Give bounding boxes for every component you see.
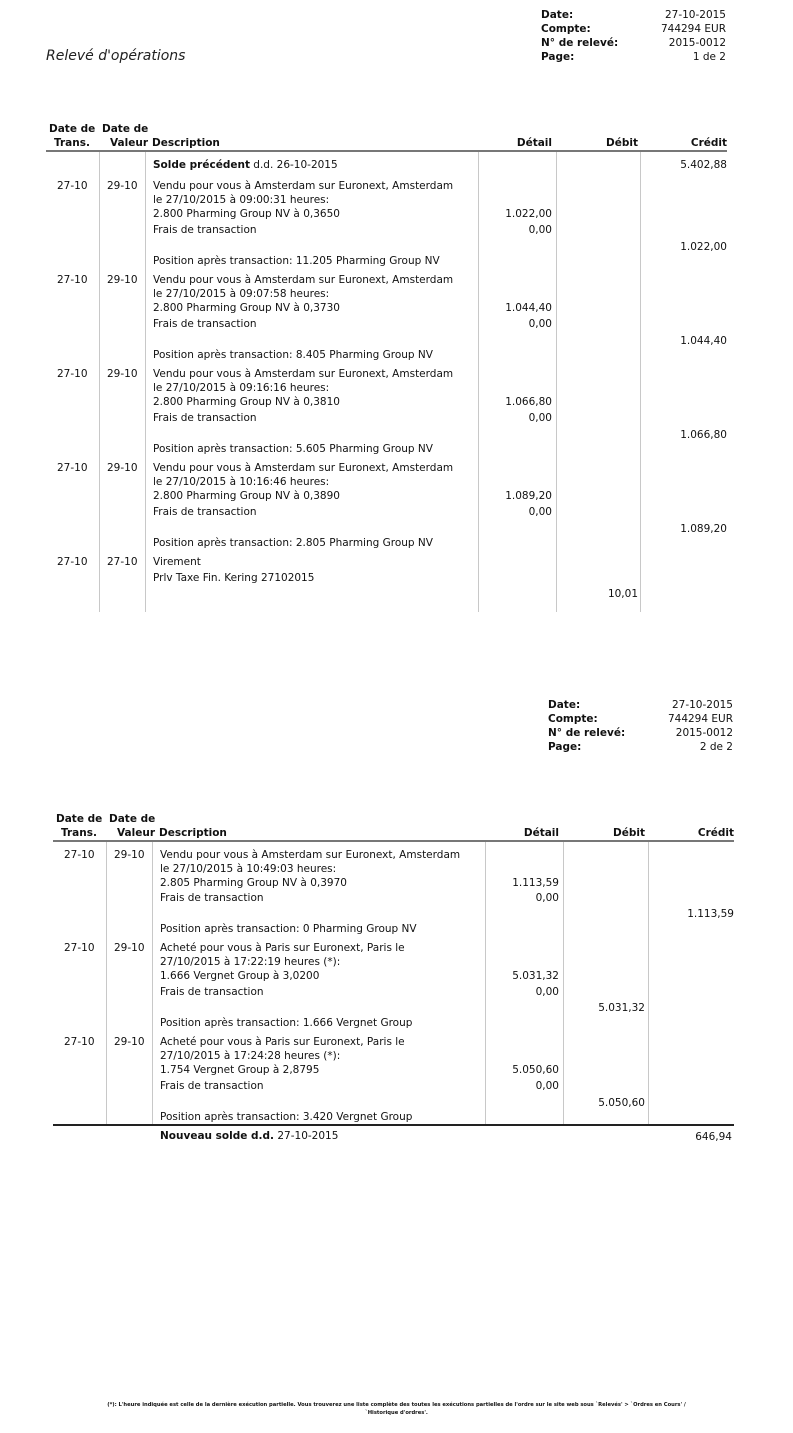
fee-amount: 0,00 [535, 1080, 559, 1092]
col-value-date [109, 812, 155, 840]
column-divider [485, 842, 486, 1124]
detail-amount: 1.044,40 [505, 302, 552, 314]
value-date: 29-10 [107, 274, 138, 286]
description-line: le 27/10/2015 à 10:49:03 heures: [160, 863, 337, 875]
trans-date: 27-10 [64, 849, 95, 861]
meta-statement-label: N° de relevé: [548, 727, 626, 739]
value-date: 27-10 [107, 556, 138, 568]
debit-amount: 10,01 [607, 588, 638, 600]
description-line: 2.800 Pharming Group NV à 0,3890 [153, 490, 340, 502]
opening-balance-label-bold: Solde précédent [153, 159, 250, 171]
column-divider [152, 842, 153, 1124]
debit-amount: 5.031,32 [598, 1002, 645, 1014]
footnote-line-2: `Historique d'ordres'. [365, 1410, 428, 1416]
detail-amount: 1.089,20 [505, 490, 552, 502]
col-credit: Crédit [697, 827, 734, 839]
description-line: 1.754 Vergnet Group à 2,8795 [160, 1064, 320, 1076]
column-divider [106, 842, 107, 1124]
col-description: Description [152, 137, 220, 149]
column-divider [478, 152, 479, 612]
col-credit: Crédit [690, 137, 727, 149]
fee-label: Frais de transaction [160, 892, 264, 904]
closing-balance-date: 27-10-2015 [274, 1130, 339, 1142]
value-date: 29-10 [114, 849, 145, 861]
description-line: Prlv Taxe Fin. Kering 27102015 [153, 572, 315, 584]
trans-date: 27-10 [64, 1036, 95, 1048]
description-line: 1.666 Vergnet Group à 3,0200 [160, 970, 320, 982]
trans-date: 27-10 [57, 368, 88, 380]
meta-account-value: 744294 EUR [660, 23, 726, 35]
position-after: Position après transaction: 11.205 Pharming Group NV [153, 255, 440, 267]
credit-amount: 1.022,00 [680, 241, 727, 253]
trans-date: 27-10 [57, 556, 88, 568]
col-detail: Détail [523, 827, 559, 839]
trans-date: 27-10 [57, 274, 88, 286]
meta-date-label: Date: [548, 699, 581, 711]
col-debit: Débit [613, 827, 645, 839]
description-line: 27/10/2015 à 17:22:19 heures (*): [160, 956, 341, 968]
position-after: Position après transaction: 2.805 Pharming Group NV [153, 537, 433, 549]
trans-date: 27-10 [64, 942, 95, 954]
meta-page-label: Page: [548, 741, 582, 753]
meta-statement-label: N° de relevé: [541, 37, 619, 49]
meta-date-value: 27-10-2015 [671, 699, 733, 711]
footnote-line-1: (*): L'heure indiquée est celle de la dernière exécution partielle. Vous trouverez une liste complète des toutes les exécutions partielles de l'ordre sur le site web sous `Relevés' > `Ordres en Cours' / [107, 1402, 686, 1408]
column-divider [99, 152, 100, 612]
fee-amount: 0,00 [528, 224, 552, 236]
meta-page-value: 2 de 2 [699, 741, 733, 753]
credit-amount: 1.089,20 [680, 523, 727, 535]
description-line: Vendu pour vous à Amsterdam sur Euronext, Amsterdam [153, 180, 454, 192]
detail-amount: 5.031,32 [512, 970, 559, 982]
col-trans-date-line2: Trans. [61, 827, 97, 839]
col-trans-date-line1: Date de [49, 123, 96, 135]
col-value-date-line2: Valeur [116, 827, 155, 839]
credit-amount: 1.044,40 [680, 335, 727, 347]
column-divider [145, 152, 146, 612]
fee-amount: 0,00 [528, 318, 552, 330]
meta-statement-value: 2015-0012 [675, 727, 733, 739]
description-line: le 27/10/2015 à 09:16:16 heures: [153, 382, 330, 394]
description-line: 2.805 Pharming Group NV à 0,3970 [160, 877, 347, 889]
col-trans-date [49, 122, 95, 150]
debit-amount: 5.050,60 [598, 1097, 645, 1109]
description-line: Vendu pour vous à Amsterdam sur Euronext, Amsterdam [153, 368, 454, 380]
closing-balance-label-bold: Nouveau solde d.d. [160, 1130, 275, 1142]
position-after: Position après transaction: 0 Pharming Group NV [160, 923, 417, 935]
col-trans-date [56, 812, 102, 840]
position-after: Position après transaction: 3.420 Vergnet Group [160, 1111, 413, 1123]
col-debit: Débit [606, 137, 638, 149]
meta-page-value: 1 de 2 [692, 51, 726, 63]
meta-statement-value: 2015-0012 [668, 37, 726, 49]
meta-date-value: 27-10-2015 [664, 9, 726, 21]
trans-date: 27-10 [57, 462, 88, 474]
total-rule [53, 1124, 734, 1126]
fee-amount: 0,00 [528, 506, 552, 518]
column-divider [556, 152, 557, 612]
value-date: 29-10 [114, 1036, 145, 1048]
description-line: le 27/10/2015 à 09:07:58 heures: [153, 288, 330, 300]
description-line: le 27/10/2015 à 10:16:46 heures: [153, 476, 330, 488]
col-value-date [102, 122, 148, 150]
description-line: Acheté pour vous à Paris sur Euronext, Paris le [160, 1036, 405, 1048]
fee-label: Frais de transaction [153, 224, 257, 236]
description-line: Vendu pour vous à Amsterdam sur Euronext, Amsterdam [153, 274, 454, 286]
value-date: 29-10 [107, 180, 138, 192]
column-divider [640, 152, 641, 612]
col-trans-date-line2: Trans. [54, 137, 90, 149]
description-line: 27/10/2015 à 17:24:28 heures (*): [160, 1050, 341, 1062]
col-value-date-line1: Date de [109, 813, 156, 825]
fee-label: Frais de transaction [160, 986, 264, 998]
fee-amount: 0,00 [528, 412, 552, 424]
col-value-date-line2: Valeur [109, 137, 148, 149]
value-date: 29-10 [107, 368, 138, 380]
value-date: 29-10 [107, 462, 138, 474]
fee-label: Frais de transaction [153, 506, 257, 518]
detail-amount: 1.113,59 [512, 877, 559, 889]
position-after: Position après transaction: 5.605 Pharming Group NV [153, 443, 433, 455]
opening-balance-credit: 5.402,88 [680, 159, 727, 171]
meta-date-label: Date: [541, 9, 574, 21]
fee-amount: 0,00 [535, 892, 559, 904]
closing-balance-label [160, 1129, 338, 1143]
opening-balance-date: d.d. 26-10-2015 [249, 159, 338, 171]
column-divider [563, 842, 564, 1124]
description-line: 2.800 Pharming Group NV à 0,3730 [153, 302, 340, 314]
fee-amount: 0,00 [535, 986, 559, 998]
description-line: 2.800 Pharming Group NV à 0,3810 [153, 396, 340, 408]
description-line: 2.800 Pharming Group NV à 0,3650 [153, 208, 340, 220]
detail-amount: 5.050,60 [512, 1064, 559, 1076]
description-line: Vendu pour vous à Amsterdam sur Euronext, Amsterdam [153, 462, 454, 474]
trans-date: 27-10 [57, 180, 88, 192]
document-title: Relevé d'opérations [46, 48, 186, 64]
closing-balance-credit: 646,94 [695, 1131, 732, 1143]
header-rule [46, 150, 727, 152]
col-description: Description [159, 827, 227, 839]
col-trans-date-line1: Date de [56, 813, 103, 825]
description-line: le 27/10/2015 à 09:00:31 heures: [153, 194, 330, 206]
meta-account-value: 744294 EUR [667, 713, 733, 725]
value-date: 29-10 [114, 942, 145, 954]
col-value-date-line1: Date de [102, 123, 149, 135]
fee-label: Frais de transaction [153, 318, 257, 330]
position-after: Position après transaction: 1.666 Vergnet Group [160, 1017, 413, 1029]
description-line: Vendu pour vous à Amsterdam sur Euronext, Amsterdam [160, 849, 461, 861]
meta-account-label: Compte: [541, 23, 591, 35]
credit-amount: 1.066,80 [680, 429, 727, 441]
position-after: Position après transaction: 8.405 Pharming Group NV [153, 349, 433, 361]
meta-page-label: Page: [541, 51, 575, 63]
header-rule [53, 840, 734, 842]
fee-label: Frais de transaction [160, 1080, 264, 1092]
opening-balance-label [153, 158, 338, 172]
fee-label: Frais de transaction [153, 412, 257, 424]
credit-amount: 1.113,59 [687, 908, 734, 920]
description-line: Acheté pour vous à Paris sur Euronext, Paris le [160, 942, 405, 954]
column-divider [648, 842, 649, 1124]
meta-account-label: Compte: [548, 713, 598, 725]
detail-amount: 1.022,00 [505, 208, 552, 220]
description-line: Virement [153, 556, 201, 568]
col-detail: Détail [516, 137, 552, 149]
detail-amount: 1.066,80 [505, 396, 552, 408]
